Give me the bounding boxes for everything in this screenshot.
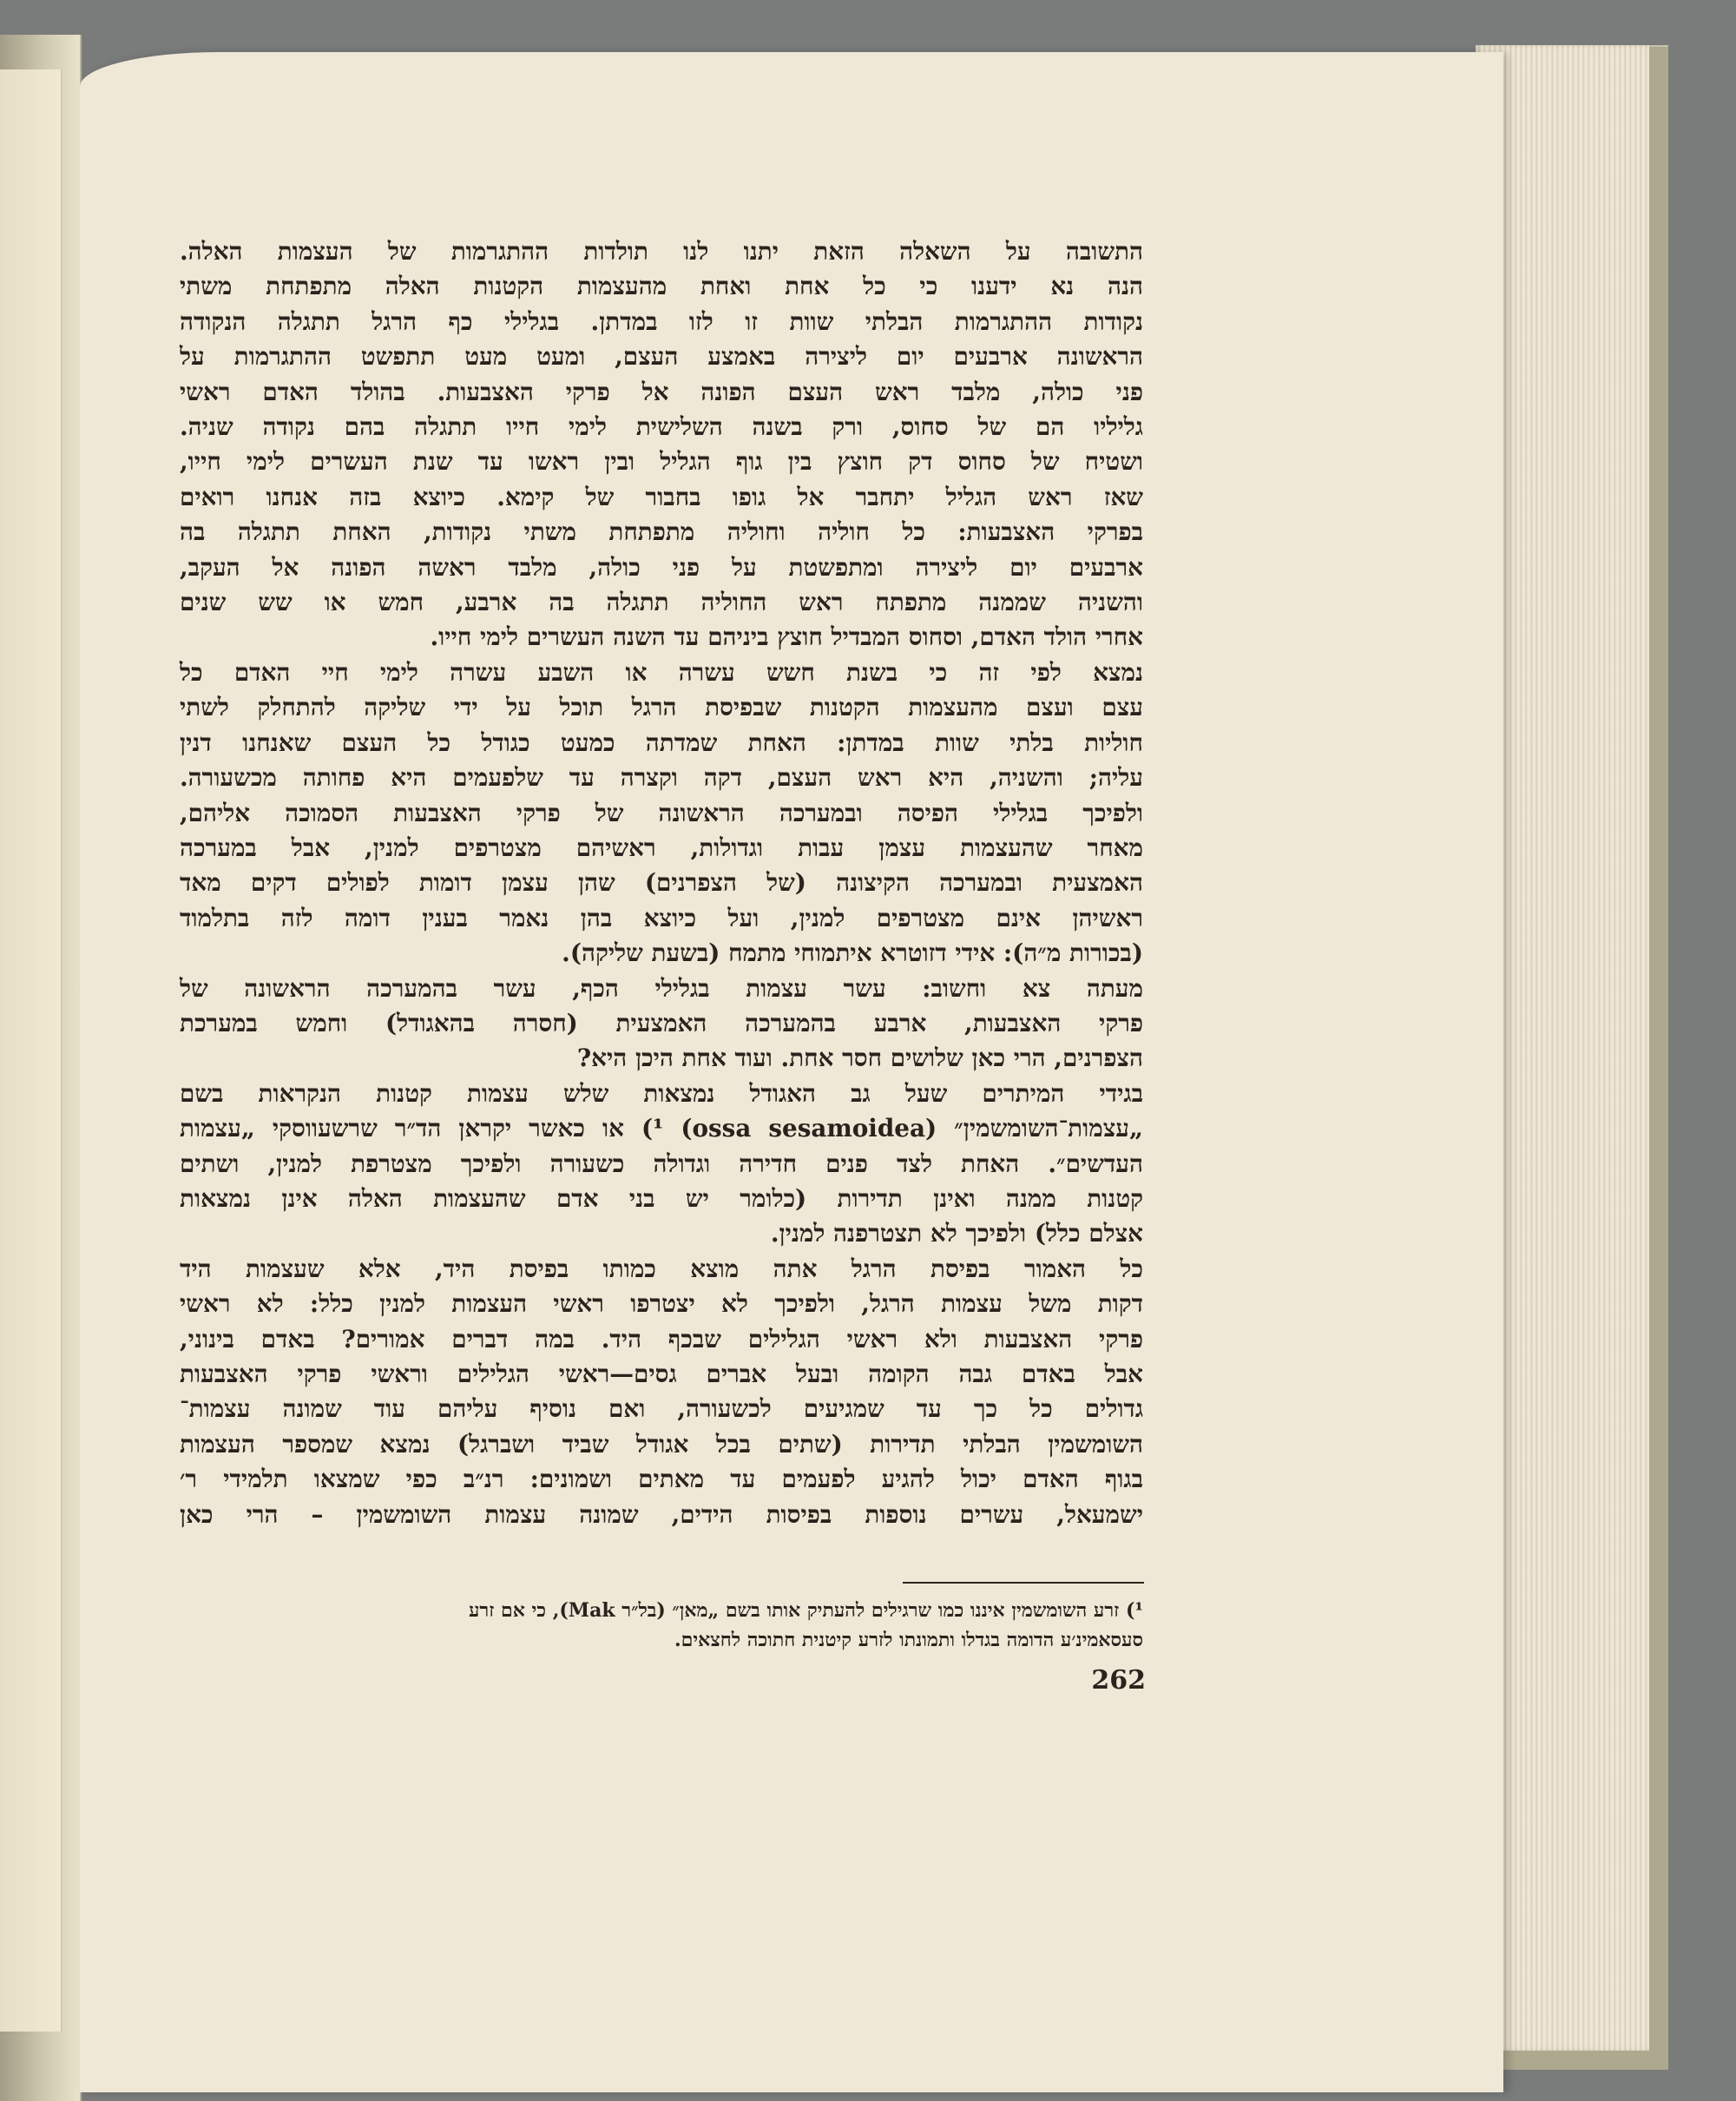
text-line: גדולים כל כך עד שמגיעים לכשעורה, ואם נוסיף עליהם עוד שמונה עצמות־ — [180, 1394, 1143, 1424]
footnote-divider — [903, 1582, 1144, 1584]
text-line: הצפרנים, הרי כאן שלושים חסר אחת. ועוד אחת היכן היא? — [576, 1044, 1143, 1073]
main-text — [180, 234, 1143, 1532]
text-line: השומשמין הבלתי תדירות (שתים בכל אגודל שביד ושברגל) נמצא שמספר העצמות — [180, 1429, 1143, 1459]
text-line: פרקי האצבעות ולא ראשי הגלילים שבכף היד. במה דברים אמורים? באדם בינוני, — [180, 1324, 1143, 1353]
text-line: נקודות ההתגרמות הבלתי שוות זו לזו במדתן. בגלילי כף הרגל תתגלה הנקודה — [180, 306, 1143, 336]
text-line: עליה; והשניה, היא ראש העצם, דקה וקצרה עד שלפעמים היא פחותה מכשעורה. — [180, 763, 1143, 793]
text-line: (בכורות מ״ה): אידי דזוטרא איתמוחי מתמח (בשעת שליקה). — [562, 939, 1143, 968]
text-line: שאז ראש הגליל יתחבר אל גופו בחבור של קימא. כיוצא בזה אנחנו רואים — [180, 482, 1143, 511]
page-number: 262 — [1091, 1665, 1146, 1696]
text-line: קטנות ממנה ואינן תדירות (כלומר יש בני אדם שהעצמות האלה אינן נמצאות — [180, 1183, 1143, 1213]
footnote-line: ¹) זרע השומשמין איננו כמו שרגילים להעתיק אותו בשם „מאן״ (בל״ר Mak), כי אם זרע — [468, 1599, 1143, 1622]
text-line: נמצא לפי זה כי בשנת חשש עשרה או השבע עשרה לימי חיי האדם כל — [180, 657, 1143, 687]
text-line: גליליו הם של סחוס, ורק בשנה השלישית לימי חייו תתגלה בהם נקודה שניה. — [180, 412, 1143, 442]
text-line: אבל באדם גבה הקומה ובעל אברים גסים—ראשי הגלילים וראשי פרקי האצבעות — [180, 1360, 1143, 1388]
text-line: ולפיכך בגלילי הפיסה ובמערכה הראשונה של פרקי האצבעות הסמוכה אליהם, — [180, 798, 1143, 827]
text-line: ישמעאל, עשרים נוספות בפיסות הידים, שמונה עצמות השומשמין – הרי כאן — [180, 1499, 1143, 1529]
text-line: מעתה צא וחשוב: עשר עצמות בגלילי הכף, עשר בהמערכה הראשונה של — [180, 973, 1143, 1003]
footnotes — [180, 1596, 1143, 1655]
footnote-line: סעסאמינ׳ע הדומה בגדלו ותמונתו לזרע קיטנית חתוכה לחצאים. — [674, 1629, 1143, 1651]
text-line: והשניה שממנה מתפתח ראש החוליה תתגלה בה ארבע, חמש או שש שנים — [180, 588, 1143, 617]
text-line: אחרי הולד האדם, וסחוס המבדיל חוצץ ביניהם עד השנה העשרים לימי חייו. — [430, 622, 1143, 652]
text-line: פני כולה, מלבד ראש העצם הפונה אל פרקי האצבעות. בהולד האדם ראשי — [180, 377, 1143, 406]
text-line: בפרקי האצבעות: כל חוליה וחוליה מתפתחת משתי נקודות, האחת תתגלה בה — [180, 517, 1143, 547]
text-line: חוליות בלתי שוות במדתן: האחת שמדתה כמעט כגודל כל העצם שאנחנו דנין — [180, 728, 1143, 757]
text-line: האמצעית ובמערכה הקיצונה (של הצפרנים) שהן עצמן דומות לפולים דקים מאד — [180, 868, 1143, 898]
text-line: בגידי המיתרים שעל גב האגודל נמצאות שלש עצמות קטנות הנקראות בשם — [180, 1078, 1143, 1108]
text-line: פרקי האצבעות, ארבע בהמערכה האמצעית (חסרה בהאגודל) וחמש במערכת — [180, 1008, 1143, 1037]
text-line: מאחר שהעצמות עצמן עבות וגדולות, ראשיהם מצטרפים למנין, אבל במערכה — [180, 833, 1143, 862]
text-line: הנה נא ידענו כי כל אחת ואחת מהעצמות הקטנות האלה מתפתחת משתי — [180, 272, 1143, 301]
text-line: בגוף האדם יכול להגיע לפעמים עד מאתים ושמונים: רנ״ב כפי שמצאו תלמידי ר׳ — [180, 1465, 1143, 1494]
text-line: עצם ועצם מהעצמות הקטנות שבפיסת הרגל תוכל על ידי שליקה להתחלק לשתי — [180, 693, 1143, 722]
text-line: אצלם כלל) ולפיכך לא תצטרפנה למנין. — [770, 1219, 1143, 1248]
text-line: ארבעים יום ליצירה ומתפשטת על פני כולה, מלבד ראשה הפונה אל העקב, — [180, 552, 1143, 582]
text-line: העדשים״. האחת לצד פנים חדירה וגדולה כשעורה ולפיכך מצטרפת למנין, ושתים — [180, 1149, 1143, 1178]
text-line: ושטיח של סחוס דק חוצץ בין גוף הגליל ובין ראשו עד שנת העשרים לימי חייו, — [180, 447, 1143, 477]
text-line: התשובה על השאלה הזאת יתנו לנו תולדות ההתגרמות של העצמות האלה. — [180, 237, 1143, 266]
left-facing-page-edge — [0, 69, 62, 2032]
text-line: דקות משל עצמות הרגל, ולפיכך לא יצטרפו ראשי העצמות למנין כלל: לא ראשי — [180, 1289, 1143, 1319]
text-line: „עצמות־השומשמין״ (ossa sesamoidea) ¹) או כאשר יקראן הד״ר שרשעווסקי „עצמות — [180, 1114, 1143, 1143]
text-line: ראשיהן אינם מצטרפים למנין, ועל כיוצא בהן נאמר בענין דומה לזה בתלמוד — [180, 903, 1143, 932]
left-book-cover — [0, 35, 82, 2101]
text-line: כל האמור בפיסת הרגל אתה מוצא כמותו בפיסת היד, אלא שעצמות היד — [180, 1254, 1143, 1283]
text-line: הראשונה ארבעים יום ליצירה באמצע העצם, ומעט מעט תתפשט ההתגרמות על — [180, 342, 1143, 372]
